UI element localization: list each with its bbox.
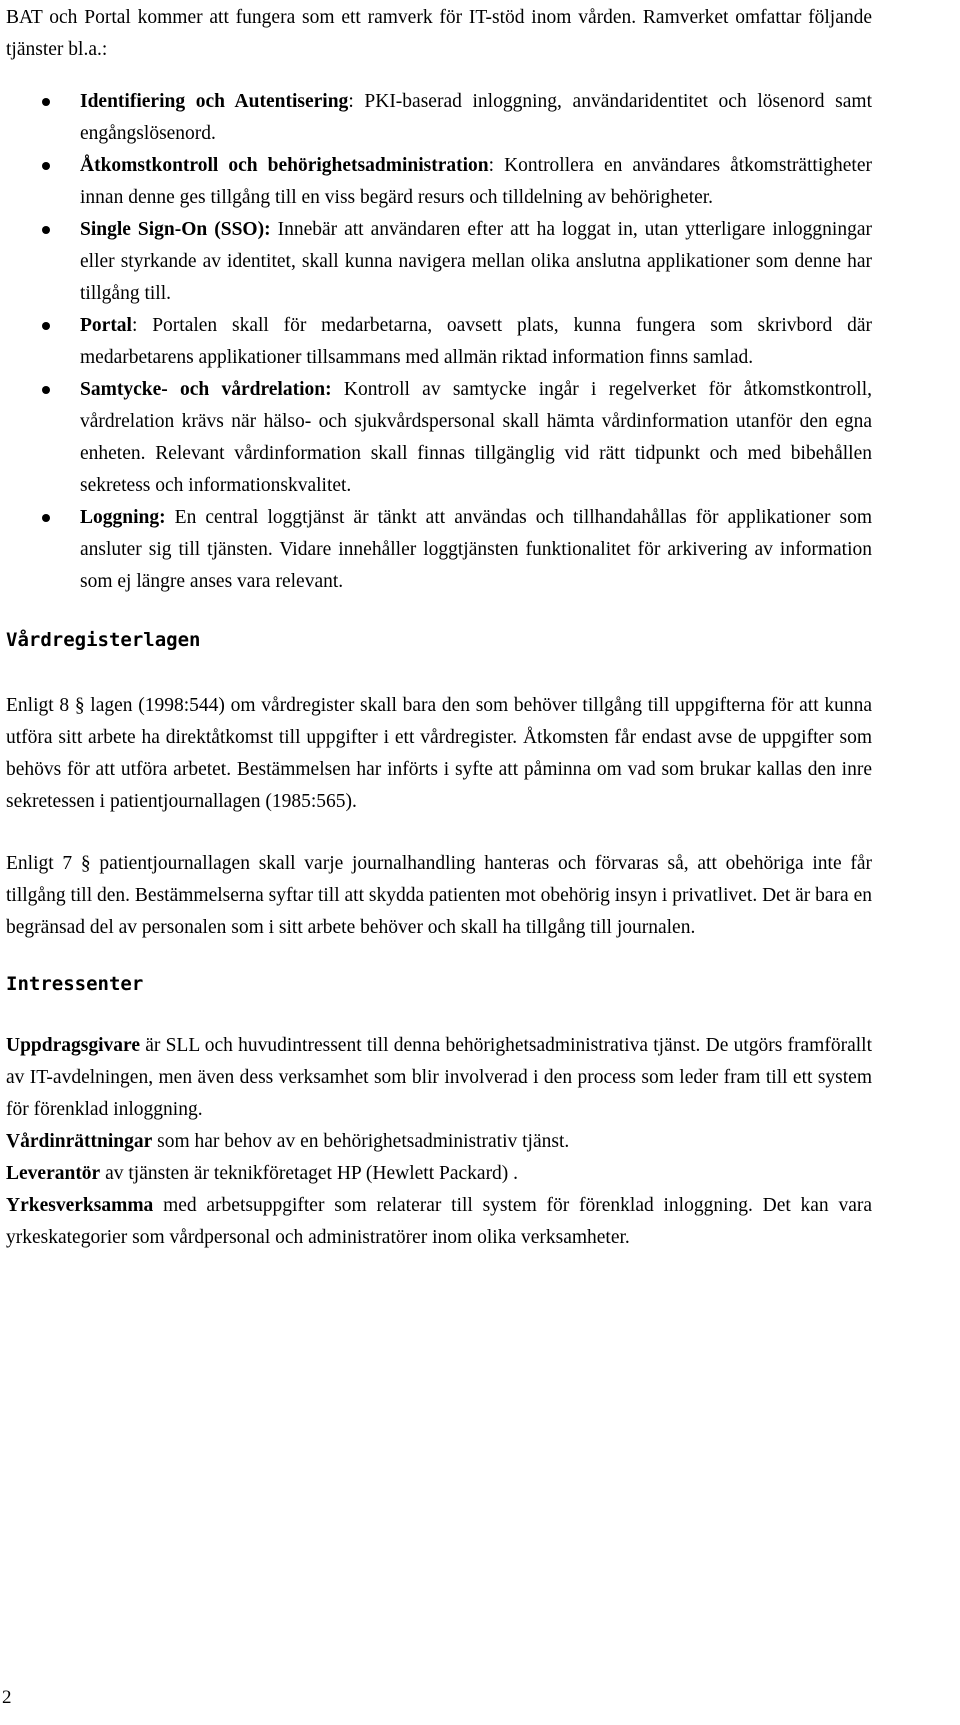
stakeholder-term: Yrkesverksamma	[6, 1195, 154, 1216]
list-item-portal	[6, 310, 872, 374]
term-label: Identifiering och Autentisering	[80, 91, 349, 112]
term-label: Samtycke- och vårdrelation:	[80, 379, 332, 400]
term-label: Single Sign-On (SSO):	[80, 219, 271, 240]
list-item-sso	[6, 214, 872, 310]
vardregisterlagen-paragraph-1: Enligt 8 § lagen (1998:544) om vårdregister skall bara den som behöver tillgång till uppgifterna för att kunna utföra sitt arbete ha direktåtkomst till uppgifter i ett vårdregister. Åtkomsten får endast avse de uppgifter som behövs för att utföra arbetet. Bestämmelsen har införts i syfte att påminna om vad som brukar kallas den inre sekretessen i patientjournallagen (1985:565).	[6, 695, 872, 812]
stakeholder-description: är SLL och huvudintressent till denna behörighetsadministrativa tjänst. De utgörs framförallt av IT-avdelningen, men även dess verksamhet som blir involverad i den process som leder fram till ett system för förenklad inloggning.	[6, 1035, 872, 1120]
bullet-icon	[42, 162, 50, 170]
list-item-identifiering	[6, 86, 872, 150]
stakeholder-description: av tjänsten är teknikföretaget HP (Hewlett Packard) .	[100, 1163, 519, 1184]
list-item-text: Åtkomstkontroll och behörighetsadministration: Kontrollera en användares åtkomsträttigheter innan denne ges tillgång till en viss begärd resurs och tilldelning av behörigheter.	[80, 155, 872, 208]
list-item-samtycke	[6, 374, 872, 502]
list-item-atkomstkontroll	[6, 150, 872, 214]
list-item-text: Portal: Portalen skall för medarbetarna, oavsett plats, kunna fungera som skrivbord där medarbetarens applikationer tillsammans med allmän riktad information finns samlad.	[80, 315, 872, 368]
term-description: En central loggtjänst är tänkt att användas och tillhandahållas för applikationer som ansluter sig till tjänsten. Vidare innehåller loggtjänsten funktionalitet för arkivering av information som ej längre anses vara relevant.	[80, 507, 872, 592]
stakeholder-term: Uppdragsgivare	[6, 1035, 140, 1056]
section-heading-intressenter: Intressenter	[6, 973, 144, 995]
stakeholder-yrkesverksamma	[6, 1190, 872, 1254]
term-description: Kontrollera en användares åtkomsträttigheter innan denne ges tillgång till en viss begärd resurs och tilldelning av behörigheter.	[80, 155, 872, 208]
stakeholders-block	[6, 1030, 872, 1254]
term-description: Innebär att användaren efter att ha loggat in, utan ytterligare inloggningar eller styrkande av identitet, skall kunna navigera mellan olika anslutna applikationer som denne har tillgång till.	[80, 219, 872, 304]
term-description: Kontroll av samtycke ingår i regelverket för åtkomstkontroll, vårdrelation krävs när hälso- och sjukvårdspersonal skall hämta vårdinformation utanför den egna enheten. Relevant vårdinformation skall finnas tillgänglig vid rätt tidpunkt och med bibehållen sekretess och informationskvalitet.	[80, 379, 873, 496]
services-list	[6, 86, 872, 598]
stakeholder-vardinrattningar	[6, 1126, 872, 1158]
term-label: Loggning:	[80, 507, 166, 528]
list-item-text	[80, 374, 872, 502]
bullet-icon	[42, 514, 50, 522]
stakeholder-description: som har behov av en behörighetsadministrativ tjänst.	[152, 1131, 570, 1152]
stakeholder-uppdragsgivare	[6, 1030, 872, 1126]
stakeholder-term: Vårdinrättningar	[6, 1131, 153, 1152]
section-heading-vardregisterlagen: Vårdregisterlagen	[6, 629, 201, 651]
term-label: Portal	[80, 315, 132, 336]
bullet-icon	[42, 98, 50, 106]
term-label: Åtkomstkontroll och behörighetsadministration	[80, 155, 489, 176]
list-item-text: Identifiering och Autentisering: PKI-baserad inloggning, användaridentitet och lösenord samt engångslösenord.	[80, 91, 872, 144]
bullet-icon	[42, 322, 50, 330]
list-item-text	[80, 214, 872, 310]
term-description: PKI-baserad inloggning, användaridentitet och lösenord samt engångslösenord.	[80, 91, 872, 144]
stakeholder-leverantor	[6, 1158, 872, 1190]
list-item-loggning	[6, 502, 872, 598]
bullet-icon	[42, 226, 50, 234]
bullet-icon	[42, 386, 50, 394]
page-number: 2	[2, 1687, 12, 1708]
intro-paragraph: BAT och Portal kommer att fungera som ett ramverk för IT-stöd inom vården. Ramverket omfattar följande tjänster bl.a.:	[6, 7, 872, 60]
stakeholder-description: med arbetsuppgifter som relaterar till system för förenklad inloggning. Det kan vara yrkeskategorier som vårdpersonal och administratörer inom olika verksamheter.	[6, 1195, 872, 1248]
term-description: Portalen skall för medarbetarna, oavsett plats, kunna fungera som skrivbord där medarbetarens applikationer tillsammans med allmän riktad information finns samlad.	[80, 315, 872, 368]
vardregisterlagen-paragraph-2: Enligt 7 § patientjournallagen skall varje journalhandling hanteras och förvaras så, att obehöriga inte får tillgång till den. Bestämmelserna syftar till att skydda patienten mot obehörig insyn i privatlivet. Det är bara en begränsad del av personalen som i sitt arbete behöver och skall ha tillgång till journalen.	[6, 853, 872, 938]
stakeholder-term: Leverantör	[6, 1163, 101, 1184]
list-item-text	[80, 502, 872, 598]
document-page	[6, 0, 872, 1254]
